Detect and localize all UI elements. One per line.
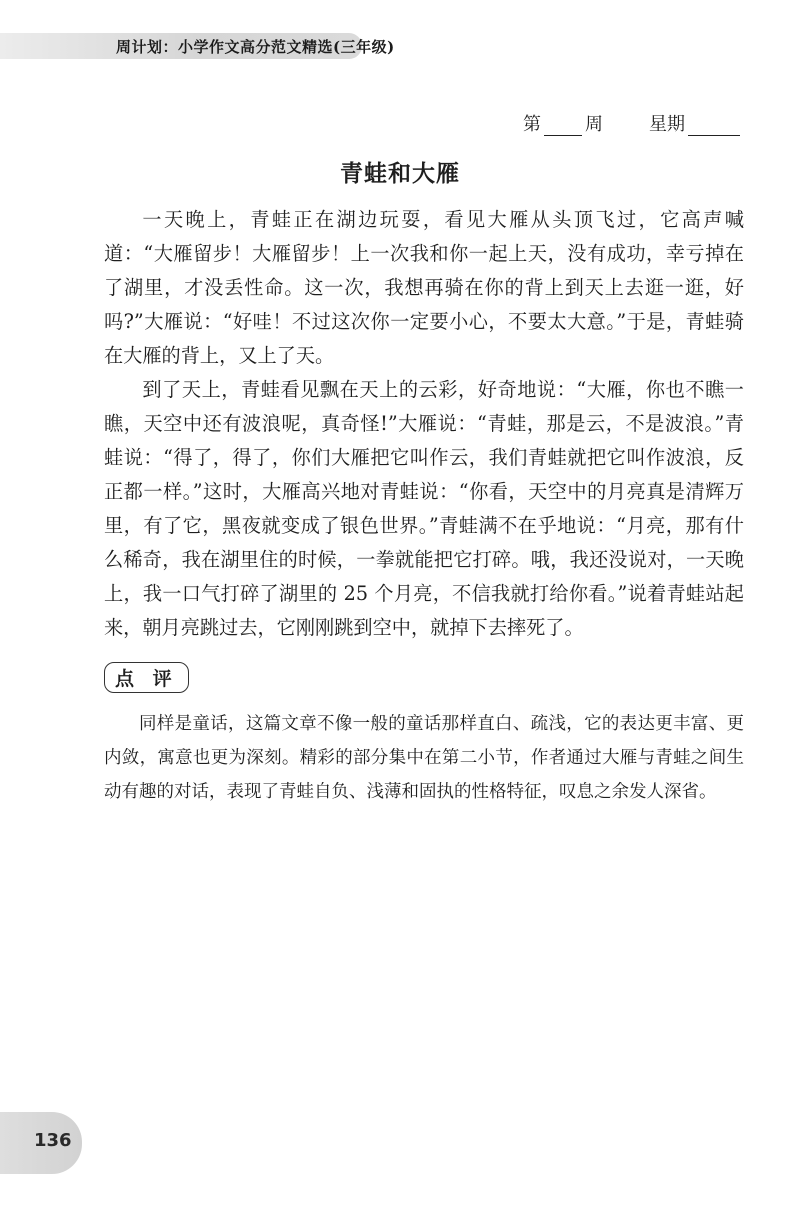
day-label: 星期 [649, 114, 685, 135]
week-blank [544, 117, 582, 136]
week-suffix: 周 [585, 114, 603, 135]
page-number: 136 [34, 1130, 72, 1151]
article-title: 青蛙和大雁 [340, 160, 460, 187]
paragraph-1: 一天晚上，青蛙正在湖边玩耍，看见大雁从头顶飞过，它高声喊道：“大雁留步！大雁留步！上一次我和你一起上天，没有成功，幸亏掉在了湖里，才没丢性命。这一次，我想再骑在你的背上到天上去逛一逛，好吗?”大雁说：“好哇！不过这次你一定要小心，不要太大意。”于是，青蛙骑在大雁的背上，又上了天。 [104, 208, 744, 367]
running-title: 周计划：小学作文高分范文精选(三年级) [116, 38, 395, 56]
day-blank [688, 117, 740, 136]
date-line [523, 110, 740, 136]
comment-text: 同样是童话，这篇文章不像一般的童话那样直白、疏浅，它的表达更丰富、更内敛，寓意也更为深刻。精彩的部分集中在第二小节，作者通过大雁与青蛙之间生动有趣的对话，表现了青蛙自负、浅薄和固执的性格特征，叹息之余发人深省。 [104, 714, 744, 802]
paragraph-2: 到了天上，青蛙看见飘在天上的云彩，好奇地说：“大雁，你也不瞧一瞧，天空中还有波浪呢，真奇怪!”大雁说：“青蛙，那是云，不是波浪。”青蛙说：“得了，得了，你们大雁把它叫作云，我们青蛙就把它叫作波浪，反正都一样。”这时，大雁高兴地对青蛙说：“你看，天空中的月亮真是清辉万里，有了它，黑夜就变成了银色世界。”青蛙满不在乎地说：“月亮，那有什么稀奇，我在湖里住的时候，一拳就能把它打碎。哦，我还没说对，一天晚上，我一口气打碎了湖里的 25 个月亮，不信我就打给你看。”说着青蛙站起来，朝月亮跳过去，它刚刚跳到空中，就掉下去摔死了。 [104, 378, 744, 639]
article-body [104, 203, 744, 809]
week-prefix: 第 [523, 114, 541, 135]
comment-label: 点 评 [104, 662, 189, 693]
